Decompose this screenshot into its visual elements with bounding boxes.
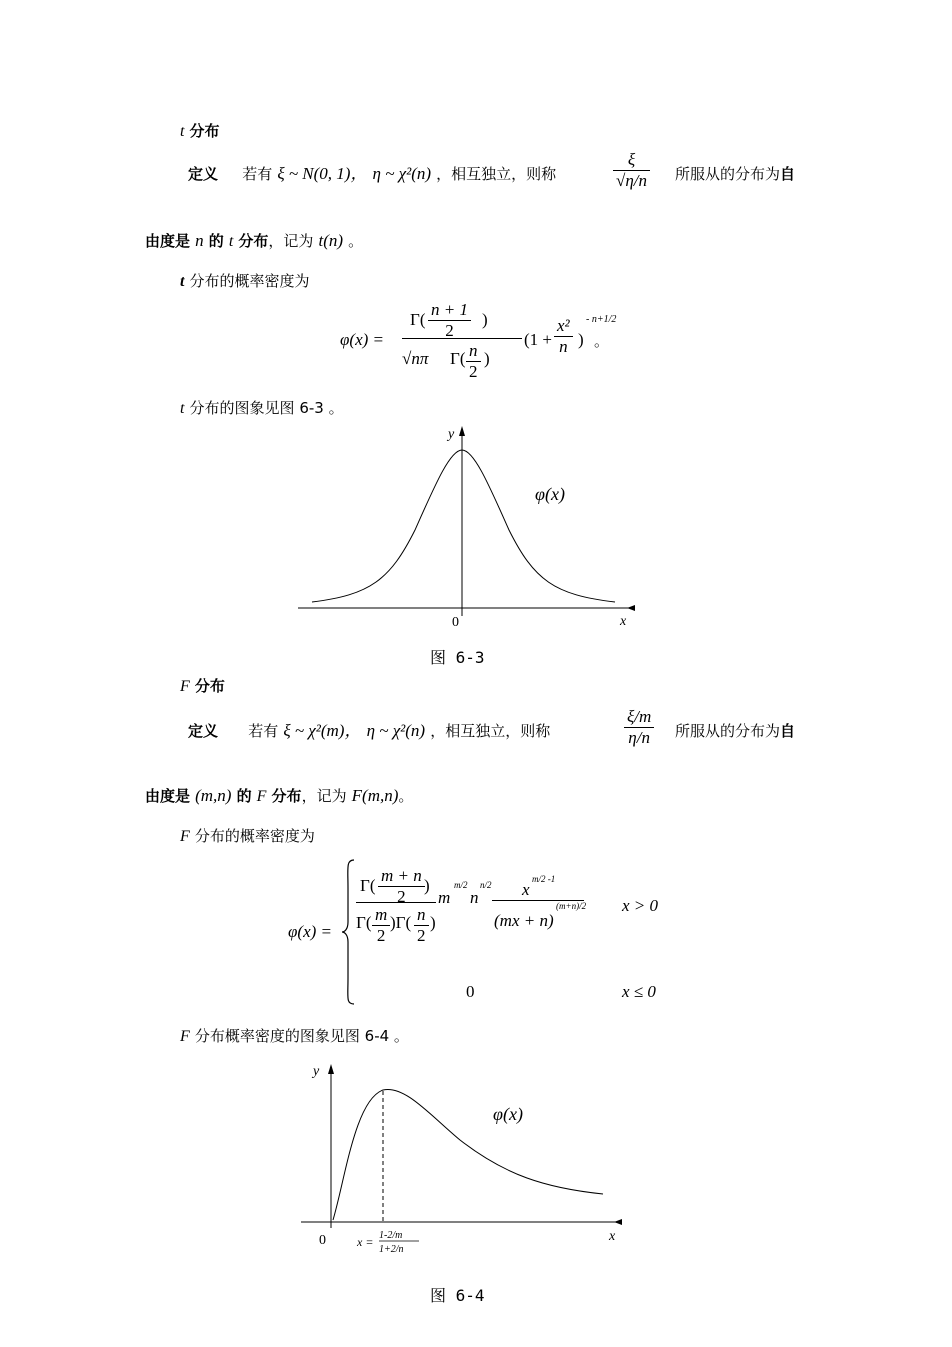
f-definition-line1: 定义 若有 ξ ~ χ²(m)， η ~ χ²(n) ，相互独立，则称 bbox=[188, 721, 551, 740]
figure-6-3 bbox=[290, 420, 650, 635]
figure-6-3-caption: 图 6-3 bbox=[430, 648, 485, 667]
y-axis-arrow bbox=[459, 426, 465, 436]
mode-numerator: 1-2/m bbox=[379, 1230, 403, 1241]
x-axis-arrow bbox=[614, 1219, 622, 1225]
x-axis-label: x bbox=[620, 614, 627, 629]
f-definition-line2: 由度是 (m,n) 的 F 分布，记为 F(m,n)。 bbox=[145, 786, 414, 805]
f-density-intro: F 分布的概率密度为 bbox=[180, 827, 315, 845]
mode-x-label: x = bbox=[357, 1235, 374, 1249]
t-definition-line1: 定义 若有 ξ ~ N(0, 1)， η ~ χ²(n) ，相互独立，则称 bbox=[188, 164, 557, 183]
t-ratio-fraction: $\frac{\xi}{√\eta/n}$ bbox=[613, 150, 650, 191]
t-graph-intro: t 分布的图象见图 6-3 。 bbox=[180, 399, 344, 417]
f-definition-obey: 所服从的分布为自 bbox=[675, 722, 796, 740]
f-section-heading: F 分布 bbox=[180, 677, 225, 695]
t-definition-obey: 所服从的分布为自 bbox=[675, 165, 796, 183]
y-axis-label: y bbox=[448, 427, 455, 442]
f-gamma-fraction: Γ( $\frac{m + n}{2}$ ) Γ( $\frac{m}{2}$ )Γ( $\frac{n}{2}$ ) bbox=[356, 866, 436, 945]
x-axis-arrow bbox=[627, 605, 635, 611]
curve-label: φ(x) bbox=[535, 484, 565, 504]
figure-6-4 bbox=[295, 1060, 635, 1260]
t-density-curve bbox=[312, 450, 615, 602]
t-definition-line2: 由度是 n 的 t 分布，记为 t(n) 。 bbox=[145, 231, 364, 250]
f-density-curve bbox=[333, 1089, 603, 1220]
f-ratio-fraction: $\frac{\xi/m}{\eta/n}$ bbox=[624, 707, 654, 748]
f-graph-intro: F 分布概率密度的图象见图 6-4 。 bbox=[180, 1027, 409, 1045]
y-axis-label: y bbox=[313, 1064, 320, 1079]
f-density-formula: φ(x) = Γ( $\frac{m + n}{2}$ ) Γ( $\frac{m}{2}$ )Γ( $\frac{n}{2}$ ) m m/2 n n/2 x m/2 -1 (mx + n) (m+n)/2 x > 0 0 x ≤ 0 bbox=[288, 858, 688, 1008]
origin-label: 0 bbox=[452, 615, 459, 630]
y-axis-arrow bbox=[328, 1064, 334, 1074]
figure-6-4-caption: 图 6-4 bbox=[430, 1286, 485, 1305]
mode-denominator: 1+2/n bbox=[379, 1244, 404, 1255]
curve-label: φ(x) bbox=[493, 1104, 523, 1124]
t-density-intro: t 分布的概率密度为 bbox=[180, 272, 310, 290]
t-section-heading: t 分布 bbox=[180, 122, 220, 140]
x-axis-label: x bbox=[609, 1229, 616, 1244]
t-density-formula: φ(x) = Γ( $\frac{n + 1}{2}$ ) √nπ Γ( $\frac{n}{2}$ ) (1 + $\frac{\text{x²}}{n}$ ) - n+1/2 。 bbox=[340, 300, 617, 381]
f-x-fraction: x m/2 -1 (mx + n) (m+n)/2 bbox=[494, 874, 587, 930]
origin-label: 0 bbox=[319, 1233, 326, 1248]
